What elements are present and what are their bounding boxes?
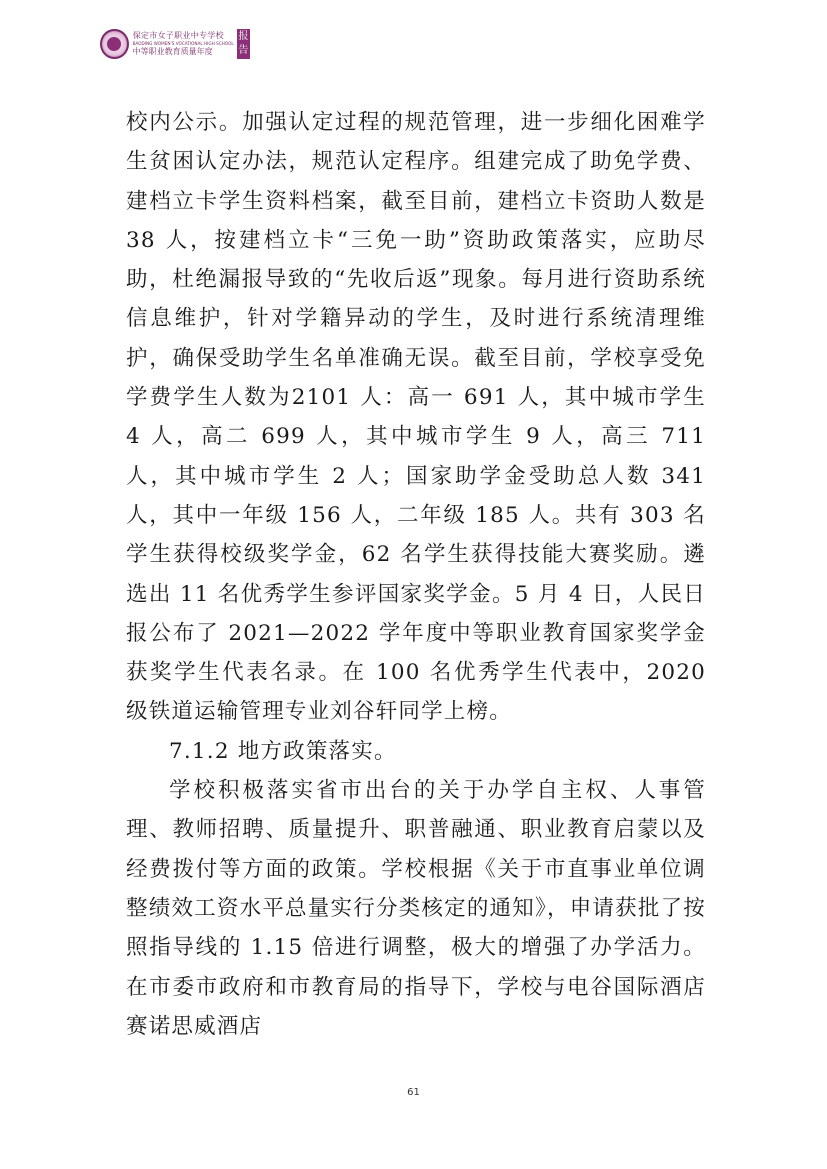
section-heading: 7.1.2 地方政策落实。 (169, 738, 397, 764)
school-name-english: BAODING WOMEN'S VOCATIONAL HIGH SCHOOL (132, 40, 234, 46)
paragraph-funding: 校内公示。加强认定过程的规范管理，进一步细化困难学生贫困认定办法，规范认定程序。组建完成了助免学费、建档立卡学生资料档案，截至目前，建档立卡资助人数是 38 人，按建档立卡“三免一助”资助政策落实，应助尽助，杜绝漏报导致的“先收后返”现象。每月进行资助系统信息维护，针对学籍异动的学生，及时进行系统清理维护，确保受助学生名单准确无误。截至目前，学校享受免学费学生人数为2101 人：高一 691 人，其中城市学生 4 人，高二 699 人，其中城市学生 9 人，高三 711 人，其中城市学生 2 人；国家助学金受助总人数 341 人，其中一年级 156 人，二年级 185 人。共有 303 名学生获得校级奖学金，62 名学生获得技能大赛奖励。遴选出 11 名优秀学生参评国家奖学金。5 月 4 日，人民日报公布了 2021—2022 学年度中等职业教育国家奖学金获奖学生代表名录。在 100 名优秀学生代表中，2020 级铁道运输管理专业刘谷轩同学上榜。 (126, 110, 706, 725)
seal-center (107, 37, 121, 51)
header-text (133, 32, 234, 56)
page-number: 61 (407, 1087, 420, 1098)
paragraph-local-policy: 学校积极落实省市出台的关于办学自主权、人事管理、教师招聘、质量提升、职普融通、职业教育启蒙以及经费拨付等方面的政策。学校根据《关于市直事业单位调整绩效工资水平总量实行分类核定的通知》，申请获批了按照指导线的 1.15 倍进行调整，极大的增强了办学活力。在市委市政府和市教育局的指导下，学校与电谷国际酒店赛诺思威酒店 (126, 778, 706, 1039)
school-name: 保定市女子职业中专学校 (132, 30, 224, 40)
page-body (126, 103, 706, 1046)
report-subtitle: 中等职业教育质量年度 (132, 47, 213, 57)
document-header (100, 26, 250, 62)
report-badge: 报告 (237, 29, 250, 59)
school-seal-icon (100, 29, 129, 59)
